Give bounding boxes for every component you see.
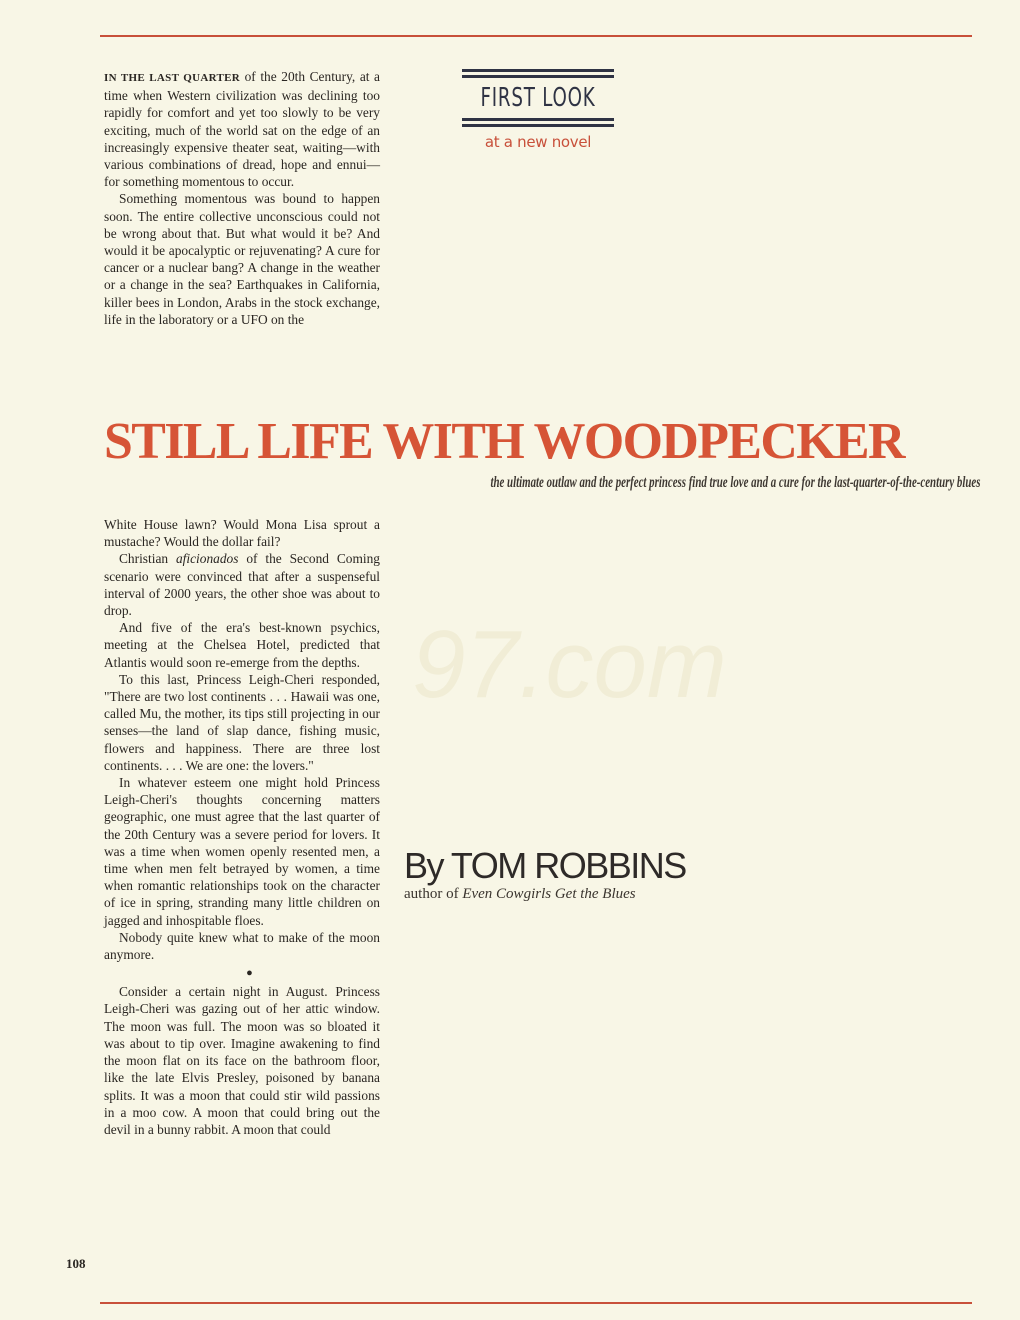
article-headline: STILL LIFE WITH WOODPECKER xyxy=(104,413,904,470)
paragraph-4-pre: Christian xyxy=(119,551,176,567)
paragraph-2: Something momentous was bound to happen soon. The entire collective unconscious could not be wrong about that. But what would it be? And would it be apocalyptic or rejuvenating? A cure for cancer or a nuclear bang? A change in the weather or a change in the sea? Earthquakes in California, killer bees in London, Arabs in the stock exchange, life in the laboratory or a UFO on the xyxy=(104,191,380,327)
top-rule xyxy=(100,35,972,37)
article-deck-text: the ultimate outlaw and the perfect princess find true love and a cure for the last-quarter-of-the-century blues xyxy=(490,474,980,491)
paragraph-1-text: of the 20th Century, at a time when Western civilization was declining too rapidly for comfort and yet too slowly to be very exciting, much of the world sat on the edge of an increasingly expensive theater seat, waiting—with various combinations of dread, hope and ennui—for something momentous to occur. xyxy=(104,69,380,190)
paragraph-9: Consider a certain night in August. Princess Leigh-Cheri was gazing out of her attic window. The moon was full. The moon was so bloated it was about to tip over. Imagine awakening to find the moon flat on its face on the bathroom floor, like the late Elvis Presley, poisoned by banana splits. It was a moon that could stir wild passions in a moo cow. A moon that could bring out the devil in a bunny rabbit. A moon that could xyxy=(104,984,380,1137)
paragraph-4 xyxy=(104,550,380,619)
first-look-title: FIRST LOOK xyxy=(480,83,596,113)
lead-in: IN THE LAST QUARTER xyxy=(104,72,241,84)
article-column-2 xyxy=(104,516,380,1138)
paragraph-8: Nobody quite knew what to make of the moon anymore. xyxy=(104,929,380,963)
first-look-bar-bottom-2 xyxy=(462,124,614,127)
paragraph-3: White House lawn? Would Mona Lisa sprout a mustache? Would the dollar fail? xyxy=(104,517,380,550)
page-number: 108 xyxy=(66,1256,86,1271)
paragraph-5: And five of the era's best-known psychics, meeting at the Chelsea Hotel, predicted that Atlantis would soon re-emerge from the depths. xyxy=(104,620,380,670)
article-column-1 xyxy=(104,68,380,328)
watermark: 97.com xyxy=(412,611,727,718)
paragraph-4-em: aficionados xyxy=(175,551,239,567)
author-credit-prefix: author of xyxy=(404,886,463,902)
paragraph-1 xyxy=(104,68,380,190)
paragraph-7: In whatever esteem one might hold Princess Leigh-Cheri's thoughts concerning matters geographic, one must agree that the last quarter of the 20th Century was a severe period for lovers. It was a time when women openly resented men, a time when men felt betrayed by women, a time when romantic relationships took on the character of ice in spring, stranding many little children on jagged and inhospitable floes. xyxy=(104,775,380,928)
paragraph-6: To this last, Princess Leigh-Cheri responded, "There are two lost continents . . . Hawaii was one, called Mu, the mother, its tips still projecting in our senses—the land of slap dance, fishing music, flowers and happiness. There are three lost continents. . . . We are one: the lovers." xyxy=(104,671,380,773)
first-look-bar-top xyxy=(462,69,614,72)
first-look-bar-bottom xyxy=(462,118,614,121)
section-separator: ● xyxy=(246,967,253,980)
first-look-subtitle: at a new novel xyxy=(484,133,592,151)
bottom-rule xyxy=(100,1302,972,1304)
author-credit xyxy=(404,886,636,903)
first-look-bar-top-2 xyxy=(462,75,614,78)
first-look-box xyxy=(462,66,614,151)
author-book-title: Even Cowgirls Get the Blues xyxy=(462,886,636,902)
paragraph-4-post: of the Second Coming scenario were convinced that after a suspenseful interval of 2000 years, the other shoe was about to drop. xyxy=(104,551,380,619)
byline: By TOM ROBBINS xyxy=(404,845,686,886)
